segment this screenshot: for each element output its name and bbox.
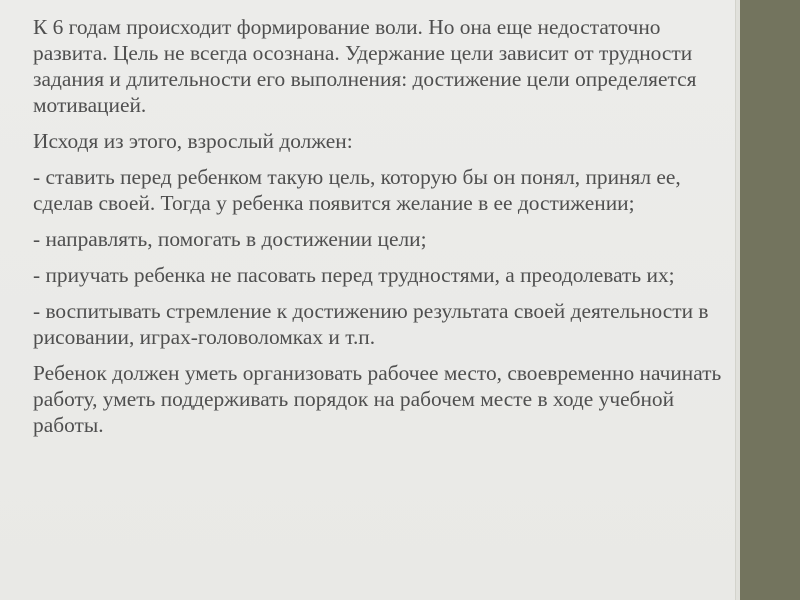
paragraph-lead-in: Исходя из этого, взрослый должен: [33, 129, 353, 153]
list-item-overcome-difficulties: - приучать ребенка не пасовать перед трудностями, а преодолевать их; [33, 263, 675, 287]
slide-text-body [33, 14, 733, 448]
side-bar [740, 0, 800, 600]
list-item-strive-for-result: - воспитывать стремление к достижению результата своей деятельности в рисовании, играх-головоломках и т.п. [33, 299, 709, 349]
paragraph-workplace: Ребенок должен уметь организовать рабочее место, своевременно начинать работу, уметь поддерживать порядок на рабочем месте в ходе учебной работы. [33, 361, 722, 437]
paragraph-intro: К 6 годам происходит формирование воли. Но она еще недостаточно развита. Цель не всегда осознана. Удержание цели зависит от трудности задания и длительности его выполнения: достижение цели определяется мотивацией. [33, 15, 697, 117]
list-item-guide: - направлять, помогать в достижении цели; [33, 227, 427, 251]
list-item-set-goal: - ставить перед ребенком такую цель, которую бы он понял, принял ее, сделав своей. Тогда у ребенка появится желание в ее достижении; [33, 165, 681, 215]
